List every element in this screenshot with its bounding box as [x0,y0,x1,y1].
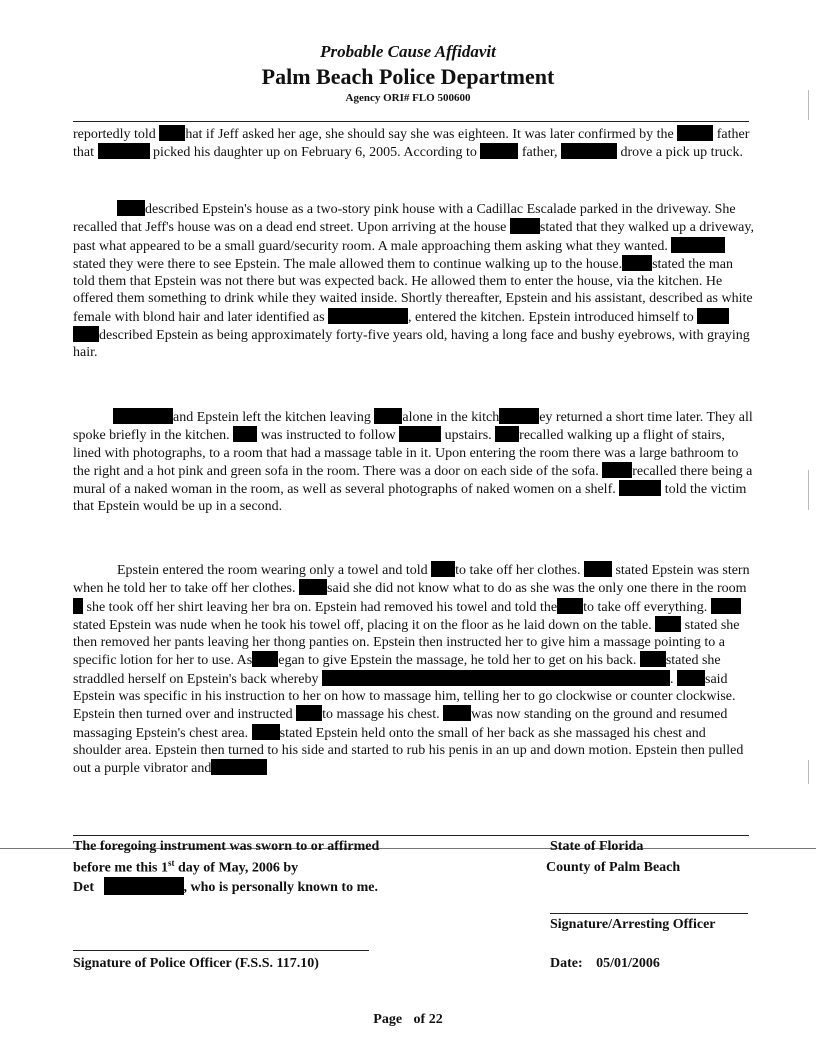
body-text: stated they were there to see Epstein. The male allowed them to continue walking up to the house. [73,256,623,272]
redaction-box [622,255,652,271]
body-text: was now standing on the ground and resumed massaging Epstein's chest area. [73,707,728,741]
body-text: drove a pick up truck. [620,145,743,161]
date-field [550,956,660,972]
redaction-box [619,480,661,496]
body-text: stated the man told them that Epstein was not there but was expected back. He allowed them to enter the house, via the kitchen. He offered them something to drink while they waited inside. Shortly thereafter, Epstein and his assistant, described as white female with blond hair and later identified as [73,256,753,325]
agency-ori: Agency ORI# FLO 500600 [345,92,471,104]
date-value: 05/01/2006 [596,956,660,971]
body-text: told the victim that Epstein would be up in a second. [73,482,747,515]
body-text: stated Epstein was nude when he took his towel off, placing it on the floor as he laid down on the table. [73,617,652,633]
body-text: ey returned a short time later. They all spoke briefly in the kitchen. [73,410,753,444]
page-number [0,1012,816,1028]
redaction-box [561,143,617,159]
body-text: alone in the kitch [402,410,500,425]
sworn-statement-line-1: The foregoing instrument was sworn to or affirmed [73,839,380,854]
body-text: . [670,671,674,687]
body-text: stated that they walked up a driveway, past what appeared to be a small guard/security room. A male approaching them asking what they wanted. [73,220,754,254]
redaction-box [296,705,322,721]
body-text: , entered the kitchen. Epstein introduced himself to [408,309,694,325]
body-text: reportedly told [73,127,156,142]
sworn-date-suffix: st [168,858,175,868]
body-text: upstairs. [444,428,492,444]
redaction-box [677,670,705,686]
redaction-box [299,579,327,595]
redaction-box [252,724,280,740]
redaction-box [113,408,173,424]
paragraph-3 [73,408,755,516]
redaction-box [159,125,185,141]
redaction-box [98,143,150,159]
redaction-box [584,561,612,577]
body-text: stated she then removed her pants leaving her thong panties on. Epstein then instructed her to give him a massage pointing to a specific lotion for her to use. As [73,617,740,669]
footer-divider [73,835,749,836]
body-text: hat if Jeff asked her age, she should say she was eighteen. It was later confirmed by [185,127,654,142]
body-text: father that [73,127,750,161]
redaction-box [322,670,670,686]
document-type-title: Probable Cause Affidavit [320,42,496,61]
body-text: stated she straddled herself on Epstein's back whereby [73,653,721,687]
paragraph-2 [73,200,755,362]
arresting-officer-signature-line [550,913,748,914]
body-text: to take off everything. [583,599,708,615]
redaction-box [443,705,471,721]
state-label: State of Florida [550,839,644,854]
arresting-officer-label: Signature/Arresting Officer [550,917,716,932]
redaction-box [328,308,408,324]
redaction-box [104,877,184,895]
detective-suffix: , who is personally known to me. [183,880,378,895]
redaction-box [374,408,402,424]
sworn-date-rest: day of May, 2006 by [174,860,299,876]
body-text: said Epstein was specific in his instruction to her on how to massage him, telling her to go clockwise or counter clockwise. Epstein then turned over and instructed [73,671,736,723]
redaction-box [510,218,540,234]
date-label: Date: [550,956,583,971]
scan-artifact [808,760,809,784]
police-officer-signature-label: Signature of Police Officer (F.S.S. 117.10) [73,956,319,971]
body-text: recalled walking up a flight of stairs, lined with photographs, to a room that had a massage table in it. Upon entering the room there was a large bathroom to the right and a hot pink and green sofa in the room. There was a door on each side of the sofa. [73,428,739,479]
sworn-statement-line-2 [73,858,298,877]
body-text: to massage his chest. [322,707,440,723]
redaction-box [252,651,278,667]
body-text: and Epstein left the kitchen leaving [173,410,371,425]
scan-artifact [808,470,809,510]
body-text: the [656,127,674,142]
police-officer-signature-line [73,950,369,951]
redaction-box [697,308,729,324]
redaction-box [495,426,519,442]
sworn-date-prefix: before me this 1 [73,860,168,876]
detective-line [73,877,378,896]
paragraph-4 [73,561,755,778]
body-text: described Epstein as being approximately forty-five years old, having a long face and bushy eyebrows, with graying hair. [73,328,750,361]
redaction-box [671,237,725,253]
redaction-box [211,759,267,775]
redaction-box [640,651,666,667]
redaction-box [677,125,713,141]
body-text: stated Epstein was stern when he told her to take off her clothes. [73,563,750,597]
body-text: Epstein entered the room wearing only a towel and told [117,563,428,578]
body-text: picked his daughter up on February 6, 2005. According to [153,145,477,161]
body-text: egan to give Epstein the massage, he told her to get on his back. [278,653,637,669]
body-text: to take off her clothes. [455,563,581,578]
body-text: said she did not know what to do as she was the only one there in the room [327,581,747,597]
redaction-box [655,616,681,632]
detective-label: Det [73,880,94,895]
redaction-box [117,200,145,216]
body-text: she took off her shirt leaving her bra on. Epstein had removed his towel and told the [86,599,558,615]
redaction-box [399,426,441,442]
redaction-box [602,462,632,478]
redaction-box [233,426,257,442]
redaction-box [499,408,539,424]
body-text: father, [521,145,558,161]
page-label: Page [373,1012,403,1027]
redaction-box [431,561,455,577]
department-title: Palm Beach Police Department [261,64,555,89]
redaction-box [73,598,83,614]
body-text: was instructed to follow [260,428,396,444]
redaction-box [711,598,741,614]
redaction-box [73,326,99,342]
body-text: recalled there being a mural of a naked woman in the room, as well as several photographs of naked women on a shelf. [73,463,753,498]
body-text: stated Epstein held onto the small of her back as she massaged his chest and shoulder area. Epstein then turned to his side and started to rub his penis in an up and down motion. Epstein then pulled out a purple vibrator and [73,725,744,777]
page-total: 22 [428,1012,443,1027]
county-label: County of Palm Beach [546,860,681,875]
body-text: described Epstein's house as a two-story pink house with a Cadillac Escalade parked in the driveway. She recalled that Jeff's house was on a dead end street. Upon arriving at the house [73,202,736,236]
header-divider [73,121,749,122]
paragraph-1 [73,125,755,162]
redaction-box [557,598,583,614]
page-of-label: of [413,1012,426,1027]
scan-artifact [808,90,809,120]
redaction-box [480,143,518,159]
